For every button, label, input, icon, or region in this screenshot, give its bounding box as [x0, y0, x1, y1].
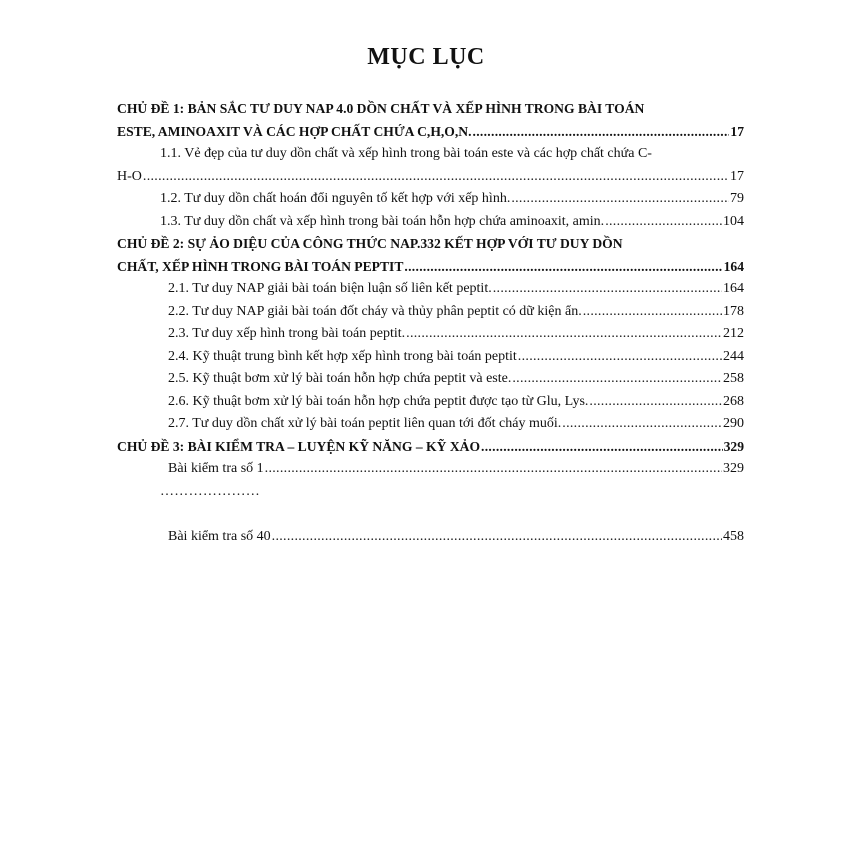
- page-number: 244: [723, 348, 744, 364]
- toc-section-title: 2.7. Tư duy dồn chất xử lý bài toán peptit liên quan tới đốt cháy muối.: [168, 416, 562, 431]
- toc-section-title: 2.2. Tư duy NAP giải bài toán đốt cháy và thủy phân peptit có dữ kiện ẩn.: [168, 303, 582, 319]
- dot-leader: [406, 323, 722, 346]
- page-number: 164: [723, 281, 744, 296]
- toc-test-40[interactable]: [117, 526, 744, 549]
- dot-leader: [473, 121, 730, 144]
- toc-section-title: Bài kiểm tra số 1: [168, 461, 264, 476]
- toc-chapter-1-line1[interactable]: [117, 98, 744, 121]
- page-number: 79: [730, 191, 744, 206]
- dot-leader: [562, 413, 722, 436]
- page-number: 268: [723, 393, 744, 409]
- toc-section-2-5[interactable]: [117, 368, 744, 391]
- dot-leader: [605, 211, 722, 234]
- toc-section-title: 1.2. Tư duy dồn chất hoán đổi nguyên tố kết hợp với xếp hình.: [160, 191, 511, 206]
- toc-section-title: 1.1. Vẻ đẹp của tư duy dồn chất và xếp hình trong bài toán este và các hợp chất chứa C-: [160, 146, 652, 161]
- table-of-contents: [117, 98, 744, 548]
- page-number: 329: [723, 438, 744, 454]
- dot-leader: [404, 256, 722, 279]
- page-number: 17: [730, 168, 744, 184]
- page-number: 290: [723, 416, 744, 431]
- page-number: 458: [723, 528, 744, 544]
- page-number: 258: [723, 371, 744, 386]
- page-number: 212: [723, 326, 744, 341]
- toc-section-title: 2.1. Tư duy NAP giải bài toán biện luận số liên kết peptit.: [168, 281, 492, 296]
- dot-leader: [518, 346, 722, 369]
- toc-section-1-1-line2[interactable]: [117, 166, 744, 189]
- toc-section-1-3[interactable]: [117, 211, 744, 234]
- toc-section-2-1[interactable]: [117, 278, 744, 301]
- toc-section-2-6[interactable]: [117, 391, 744, 414]
- page-number: 329: [723, 461, 744, 476]
- toc-ellipsis: …………………: [160, 483, 261, 499]
- page-number: 17: [730, 123, 744, 139]
- spacer: [117, 503, 744, 526]
- toc-section-title: Bài kiểm tra số 40: [168, 528, 271, 544]
- toc-section-2-2[interactable]: [117, 301, 744, 324]
- toc-chapter-3[interactable]: [117, 436, 744, 459]
- page-number: 178: [723, 303, 744, 319]
- dot-leader: [272, 526, 722, 549]
- toc-test-1[interactable]: [117, 458, 744, 481]
- page-title: MỤC LỤC: [367, 44, 485, 70]
- toc-section-title: 2.3. Tư duy xếp hình trong bài toán peptit.: [168, 326, 406, 341]
- toc-section-1-1-line1[interactable]: [117, 143, 744, 166]
- toc-section-title-cont: H-O: [117, 168, 142, 184]
- dot-leader: [493, 278, 722, 301]
- toc-section-title: 1.3. Tư duy dồn chất và xếp hình trong bài toán hỗn hợp chứa aminoaxit, amin.: [160, 213, 605, 229]
- toc-chapter-2-title: CHỦ ĐỀ 2: SỰ ẢO DIỆU CỦA CÔNG THỨC NAP.332 KẾT HỢP VỚI TƯ DUY DỒN: [117, 236, 623, 251]
- dot-leader: [512, 368, 722, 391]
- toc-chapter-1-title-cont: ESTE, AMINOAXIT VÀ CÁC HỢP CHẤT CHỨA C,H,O,N.: [117, 123, 472, 139]
- dot-leader: [481, 436, 723, 459]
- toc-section-title: 2.4. Kỹ thuật trung bình kết hợp xếp hình trong bài toán peptit: [168, 348, 517, 364]
- toc-chapter-2-title-cont: CHẤT, XẾP HÌNH TRONG BÀI TOÁN PEPTIT: [117, 258, 404, 274]
- toc-section-2-3[interactable]: [117, 323, 744, 346]
- dot-leader: [265, 458, 722, 481]
- toc-chapter-3-title: CHỦ ĐỀ 3: BÀI KIỂM TRA – LUYỆN KỸ NĂNG – KỸ XẢO: [117, 438, 481, 454]
- dot-leader: [511, 188, 729, 211]
- toc-chapter-1-line2[interactable]: [117, 121, 744, 144]
- toc-section-2-4[interactable]: [117, 346, 744, 369]
- toc-section-title: 2.6. Kỹ thuật bơm xử lý bài toán hỗn hợp chứa peptit được tạo từ Glu, Lys.: [168, 393, 589, 409]
- page-number: 104: [723, 213, 744, 229]
- dot-leader: [589, 391, 722, 414]
- toc-section-1-2[interactable]: [117, 188, 744, 211]
- toc-section-2-7[interactable]: [117, 413, 744, 436]
- dot-leader: [143, 166, 729, 189]
- page-number: 164: [723, 258, 744, 274]
- toc-section-title: 2.5. Kỹ thuật bơm xử lý bài toán hỗn hợp chứa peptit và este.: [168, 371, 512, 386]
- toc-chapter-2-line1[interactable]: [117, 233, 744, 256]
- dot-leader: [583, 301, 722, 324]
- toc-chapter-2-line2[interactable]: [117, 256, 744, 279]
- toc-chapter-1-title: CHỦ ĐỀ 1: BẢN SẮC TƯ DUY NAP 4.0 DỒN CHẤT VÀ XẾP HÌNH TRONG BÀI TOÁN: [117, 101, 645, 116]
